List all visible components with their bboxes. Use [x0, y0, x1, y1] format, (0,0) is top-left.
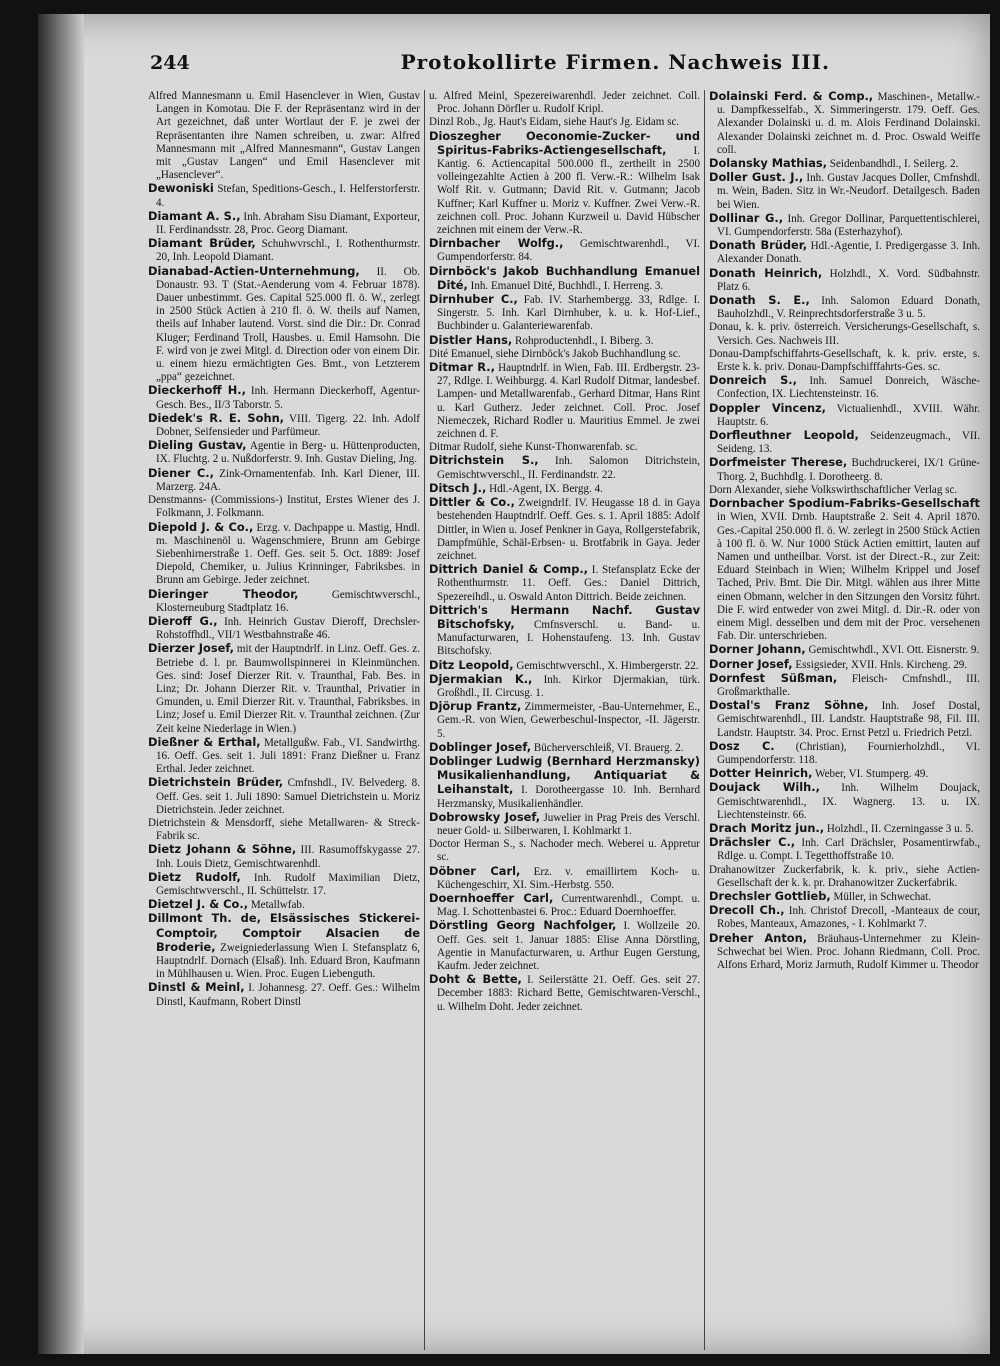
entry-details: Dité Emanuel, siehe Dirnböck's Jakob Buchhandlung sc. [429, 347, 681, 360]
page-number: 244 [150, 52, 190, 74]
firm-name: Diamant Brüder, [148, 236, 256, 251]
directory-entry [709, 767, 980, 781]
firm-name: Ditmar R., [429, 360, 495, 375]
firm-name: Dierzer Josef, [148, 641, 234, 656]
entry-details: I. Seilerstätte 21. Oeff. Ges. seit 27. December 1883: Richard Bette, Gemischtwaren-Verschl., u. Wilhelm Doht. Jeder zeichnet. [437, 974, 700, 1013]
directory-entry [429, 700, 700, 741]
entry-details: Rohproductenhdl., I. Biberg. 3. [515, 334, 654, 347]
firm-name: Drächsler C., [709, 835, 796, 850]
firm-name: Dietz Johann & Söhne, [148, 842, 297, 857]
directory-entry [709, 864, 980, 890]
firm-name: Dolansky Mathias, [709, 156, 827, 171]
entry-details: Inh. Kirkor Djermakian, türk. Großhdl., II. Circusg. 1. [437, 673, 700, 699]
firm-name: Dosz C. [709, 738, 775, 753]
firm-name: Dieroff G., [148, 613, 218, 628]
firm-name: Dieckerhoff H., [148, 383, 246, 398]
entry-details: Inh. Abraham Sisu Diamant, Exporteur, II. Ferdinandsstr. 28, Proc. Georg Diamant. [156, 210, 420, 237]
directory-entry [429, 361, 700, 441]
entry-details: Gemischtwverschl., X. Himbergerstr. 22. [516, 659, 699, 672]
firm-name: Dietz Rudolf, [148, 869, 241, 884]
directory-entry [429, 659, 700, 673]
directory-entry [709, 932, 980, 973]
firm-name: Dieringer Theodor, [148, 586, 299, 601]
entry-details: Gemischtwverschl., Klosterneuburg Stadtplatz 16. [156, 588, 420, 614]
entry-details: Juwelier in Prag Preis des Verschl. neuer Gold- u. Silberwaren, I. Kohlmarkt 1. [437, 811, 701, 837]
entry-details: Seidenbandhdl., I. Seilerg. 2. [829, 158, 959, 171]
text-columns [144, 90, 986, 1350]
entry-details: Buchdruckerei, IX/1 Grüne-Thorg. 2, Buchhdlg. I. Dorotheerg. 8. [717, 457, 981, 483]
firm-name: Doht & Bette, [429, 972, 522, 987]
firm-name: Dirnhuber C., [429, 292, 518, 307]
entry-details: III. Rasumoffskygasse 27. Inh. Louis Dietz, Gemischtwarenhdl. [156, 844, 421, 870]
book-binding-edge [38, 14, 84, 1354]
page-header [150, 50, 980, 84]
directory-entry [148, 412, 420, 439]
entry-details: Hauptndrlf. in Wien, Fab. III. Erdbergstr. 23-27, Rdlge. I. Weihburgg. 4. Karl Rudolf Ditmar, landesbef. Lampen- und Metallwarenfab., Gerhard Ditmar, Hans Rint u. Karl Gutherz. Jeder zeichnet. Coll. Proc. Josef Niemeczek, Richard Rodler u. Mauritius Emmel. Je zwei zeichnen d. F. [437, 362, 700, 441]
entry-details: Cmfnshdl., IV. Belvederg. 8. Oeff. Ges. seit 1. Juli 1890: Samuel Dietrichstein u. Moriz Dietrichstein. Jeder zeichnet. [156, 777, 421, 816]
directory-entry [148, 90, 420, 182]
directory-entry [148, 494, 420, 520]
entry-details: mit der Hauptndrlf. in Linz. Oeff. Ges. z. Betriebe d. l. pr. Baumwollspinnerei in Kleinmünchen. Ges. sind: Josef Dierzer Rit. v. Traunthal, Fab. Bes. in Linz; Dr. Johann Dierzer Rit. v. Traunthal, Privatier in Gmunden, u. Emil Dierzer Rit. v. Traunthal, Fabriksbes. in Linz; Josef u. Emil Dierzer Rit. v. Traunthal zeichnen. (Zur Zeit keine Niederlage in Wien.) [156, 643, 420, 735]
firm-name: Drach Moritz jun., [709, 820, 825, 835]
entry-details: I. Kantig. 6. Actiencapital 500.000 fl., zertheilt in 2500 volleingezahlte Actien à 200 fl. Verw.-R.: Wilhelm Isak Wolf Rit. v. Gutmann; David Rit. v. Gutmann; Jacob Kuffner; Karl Kuffner u. Moriz v. Kuffner. Zwei Verw.-R. zeichnen coll. Proc. Johann Kurzweil u. David Hübscher zeichnen mit einem der Verw.-R. [437, 144, 700, 237]
entry-details: Dietrichstein & Mensdorff, siehe Metallwaren- & Streck-Fabrik sc. [148, 816, 420, 843]
firm-name: Doblinger Josef, [429, 739, 532, 754]
firm-name: Dittrich's Hermann Nachf. Gustav Bitschofsky, [429, 602, 700, 631]
directory-entry [709, 374, 980, 401]
entry-details: Donau-Dampfschiffahrts-Gesellschaft, k. k. priv. erste, s. Erste k. k. priv. Donau-Dampfschifffahrts-Ges. sc. [709, 347, 980, 374]
directory-entry [429, 496, 700, 563]
directory-entry [148, 182, 420, 209]
directory-entry [148, 521, 420, 588]
entry-details: Donau, k. k. priv. österreich. Versicherungs-Gesellschaft, s. Versich. Ges. Nachweis III. [709, 321, 980, 347]
entry-details: Victualienhdl., XVIII. Währ. Hauptstr. 6. [717, 402, 980, 428]
entry-details: Schuhwvrschl., I. Rothenthurmstr. 20, Inh. Leopold Diamant. [156, 238, 420, 264]
entry-details: Zweigndrlf. IV. Heugasse 18 d. in Gaya bestehenden Hauptndrlf. Oeff. Ges. s. 1. April 1885: Adolf Dittler, in Wien u. Josef Penkner in Gaya, Rollgerstefabrik, Dampfmühle, Schäl-Erbsen- u. Brotfabrik in Gaya. Jeder zeichnet. [437, 497, 700, 562]
firm-name: Ditrichstein S., [429, 453, 539, 468]
firm-name: Donath S. E., [709, 293, 810, 308]
firm-name: Doernhoeffer Carl, [429, 890, 554, 905]
entry-details: Holzhdl., II. Czerningasse 3 u. 5. [826, 822, 974, 835]
firm-name: Dittler & Co., [429, 495, 515, 510]
entry-details: Inh. Emanuel Dité, Buchhdl., I. Herreng. 3. [470, 279, 664, 292]
entry-details: Hdl.-Agentie, I. Predigergasse 3. Inh. Alexander Donath. [717, 240, 980, 266]
firm-name: Diepold J. & Co., [148, 519, 254, 534]
column-middle [424, 90, 704, 1350]
entry-details: u. Alfred Meinl, Spezereiwarenhdl. Jeder zeichnet. Coll. Proc. Johann Dörfler u. Rudolf Kripl. [429, 90, 700, 116]
firm-name: Dorner Johann, [709, 642, 806, 657]
entry-details: Zink-Ornamentenfab. Inh. Karl Diener, III. Marzerg. 24A. [156, 467, 420, 493]
directory-entry [709, 90, 980, 157]
entry-details: I. Wollzeile 20. Oeff. Ges. seit 1. Januar 1885: Elise Anna Dörstling, Agentie in Manufacturwaren, u. Arthur Eugen Gerstung, Kaufm. Jeder zeichnet. [437, 920, 700, 972]
entry-details: Inh. Gustav Jacques Doller, Cmfnshdl. m. Wein, Baden. Sitz in Wr.-Neudorf. Detailgesch. Baden bei Wien. [717, 172, 980, 211]
firm-name: Donreich S., [709, 373, 797, 388]
entry-details: Inh. Christof Drecoll, -Manteaux de cour, Robes, Manteaux, Amazones, - I. Kohlmarkt 7. [717, 905, 980, 931]
entry-details: Dorn Alexander, siehe Volkswirthschaftlicher Verlag sc. [709, 483, 958, 496]
directory-entry [148, 642, 420, 735]
directory-entry [148, 843, 420, 870]
entry-details: Gemischtwarenhdl., VI. Gumpendorferstr. 84. [437, 238, 700, 264]
entry-details: Dinzl Rob., Jg. Haut's Eidam, siehe Haut's Jg. Eidam sc. [429, 116, 680, 129]
directory-entry [709, 822, 980, 836]
directory-entry [429, 482, 700, 496]
firm-name: Diamant A. S., [148, 208, 241, 223]
directory-entry [429, 130, 700, 238]
entry-details: Maschinen-, Metallw.- u. Dampfkesselfab., X. Simmeringerstr. 179. Oeff. Ges. Alexander Dolainski u. d. m. Alois Ferdinand Dolainski. Alexander Dolainski zeichnet m. d. Proc. Oswald Weiffe coll. [717, 91, 980, 156]
directory-entry [709, 904, 980, 931]
firm-name: Dostal's Franz Söhne, [709, 698, 869, 713]
directory-entry [148, 615, 420, 642]
entry-details: Stefan, Speditions-Gesch., I. Helferstorferstr. 4. [156, 183, 420, 209]
directory-entry [429, 865, 700, 892]
directory-entry [148, 817, 420, 843]
firm-name: Döbner Carl, [429, 863, 521, 878]
firm-name: Dotter Heinrich, [709, 766, 813, 781]
firm-name: Dirnbacher Wolfg., [429, 236, 564, 251]
directory-entry [148, 265, 420, 385]
entry-details: VIII. Tigerg. 22. Inh. Adolf Dobner, Seifensieder und Parfümeur. [156, 412, 420, 439]
entry-details: Bräuhaus-Unternehmer zu Klein-Schwechat bei Wien. Proc. Johann Riedmann, Coll. Proc. Alfons Erhard, Moriz Jarmuth, Rudolf Kimmer u. Theodor [717, 932, 980, 971]
entry-details: Drahanowitzer Zuckerfabrik, k. k. priv., siehe Actien-Gesellschaft der k. k. pr. Drahanowitzer Zuckerfabrik. [709, 863, 980, 889]
firm-name: Drecoll Ch., [709, 903, 785, 918]
entry-details: Inh. Josef Dostal, Gemischtwarenhdl., III. Landstr. Hauptstraße 98, Fil. III. Landstr. Hauptstr. 34. Proc. Ernst Petzl u. Friedrich Petzl. [717, 700, 980, 739]
firm-name: Distler Hans, [429, 332, 513, 347]
firm-name: Dinstl & Meinl, [148, 980, 245, 995]
firm-name: Doppler Vincenz, [709, 400, 827, 415]
entry-details: I. Dorotheergasse 10. Inh. Bernhard Herzmansky, Musikalienhändler. [437, 784, 700, 810]
firm-name: Dieling Gustav, [148, 438, 247, 453]
entry-details: Doctor Herman S., s. Nachoder mech. Weberei u. Appretur sc. [429, 838, 700, 864]
entry-details: Inh. Samuel Donreich, Wäsche-Confection, IX. Liechtensteinstr. 16. [717, 375, 980, 401]
directory-entry [429, 892, 700, 919]
entry-details: Alfred Mannesmann u. Emil Hasenclever in Wien, Gustav Langen in Komotau. Die F. der Repräsentanz wird in der Art gezeichnet, daß unter Wortlaut der F. je zwei der Repräsentanten ihre Namen schreiben, u. zwar: Alfred Mannesmann mit „Alfred Mannesmann“, Gustav Langen mit „Gustav Langen“ und Emil Hasenclever mit „Hasenclever“. [148, 90, 420, 182]
firm-name: Dewoniski [148, 181, 214, 196]
entry-details: (Christian), Fournierholzhdl., VI. Gumpendorferstr. 118. [717, 740, 980, 766]
directory-entry [709, 672, 980, 699]
directory-entry [429, 604, 700, 659]
column-left [144, 90, 424, 1350]
directory-entry [148, 898, 420, 912]
directory-entry [709, 321, 980, 347]
directory-entry [148, 912, 420, 981]
firm-name: Dillmont Th. de, Elsässisches Stickerei-Comptoir, Comptoir Alsacien de Broderie, [148, 911, 420, 954]
firm-name: Ditz Leopold, [429, 657, 514, 672]
firm-name: Doujack Wilh., [709, 780, 820, 795]
firm-name: Dornfest Süßman, [709, 670, 838, 685]
directory-entry [709, 890, 980, 904]
firm-name: Dittrich Daniel & Comp., [429, 562, 589, 577]
firm-name: Dioszegher Oeconomie-Zucker- und Spiritus-Fabriks-Actiengesellschaft, [429, 128, 700, 157]
entry-details: Inh. Heinrich Gustav Dieroff, Drechsler- Rohstoffhdl., VII/1 Westbahnstraße 46. [156, 615, 420, 642]
entry-details: Inh. Rudolf Maximilian Dietz, Gemischtwverschl., II. Schüttelstr. 17. [156, 871, 420, 897]
entry-details: Inh. Wilhelm Doujack, Gemischtwarenhdl., IX. Wagnerg. 13. u. IX. Liechtensteinstr. 66. [717, 782, 980, 821]
entry-details: I. Stefansplatz Ecke der Rothenthurmstr. 11. Oeff. Ges.: Daniel Dittrich, Spezereihdl., u. Oswald Anton Dittrich. Beide zeichnen. [437, 564, 701, 603]
entry-details: Currentwarenhdl., Compt. u. Mag. I. Schottenbastei 6. Proc.: Eduard Doernhoeffer. [437, 892, 700, 919]
directory-entry [709, 497, 980, 643]
directory-entry [148, 384, 420, 411]
directory-entry [709, 294, 980, 321]
directory-entry [148, 871, 420, 898]
entry-details: Weber, VI. Stumperg. 49. [815, 768, 929, 781]
firm-name: Dorfmeister Therese, [709, 455, 848, 470]
entry-details: Cmfnsverschl. u. Band- u. Manufacturwaren, I. Hohenstaufeng. 13. Inh. Gustav Bitschofsky. [437, 618, 700, 658]
firm-name: Dianabad-Actien-Unternehmung, [148, 263, 360, 278]
directory-entry [429, 838, 700, 864]
directory-entry [429, 919, 700, 973]
directory-entry [709, 429, 980, 456]
directory-entry [709, 456, 980, 483]
directory-entry [429, 265, 700, 293]
directory-page [38, 14, 990, 1354]
directory-entry [429, 563, 700, 604]
firm-name: Diedek's R. E. Sohn, [148, 410, 285, 425]
directory-entry [709, 239, 980, 266]
column-right [704, 90, 984, 1350]
firm-name: Dollinar G., [709, 210, 784, 225]
directory-entry [429, 973, 700, 1014]
directory-entry [429, 293, 700, 334]
directory-entry [709, 699, 980, 740]
directory-entry [709, 157, 980, 171]
entry-details: Inh. Carl Drächsler, Posamentirwfab., Rdlge. u. Compt. I. Tegetthoffstraße 10. [717, 837, 980, 863]
firm-name: Dornbacher Spodium-Fabriks-Gesellschaft [709, 496, 980, 511]
directory-entry [429, 334, 700, 348]
entry-details: Gemischtwhdl., XVI. Ott. Eisnerstr. 9. [808, 644, 980, 657]
directory-entry [709, 267, 980, 294]
directory-entry [148, 736, 420, 777]
directory-entry [148, 588, 420, 615]
directory-entry [148, 981, 420, 1008]
entry-details: Metallwfab. [250, 899, 305, 912]
directory-entry [709, 781, 980, 822]
firm-name: Dietzel J. & Co., [148, 897, 249, 912]
directory-entry [709, 402, 980, 429]
entry-details: Inh. Salomon Eduard Donath, Bauholzhdl., V. Reinprechtsdorferstraße 3 u. 5. [717, 295, 980, 321]
entry-details: Zweigniederlassung Wien I. Stefansplatz 6, Hauptndrlf. Dornach (Elsaß). Inh. Eduard Bron, Kaufmann in Mühlhausen u. Wien. Proc. Eugen Liebenguth. [156, 941, 420, 981]
firm-name: Djermakian K., [429, 671, 533, 686]
entry-details: Inh. Gregor Dollinar, Parquettentischlerei, VI. Gumpendorferstr. 58a (Esterhazyhof). [717, 212, 980, 239]
directory-entry [429, 741, 700, 755]
entry-details: I. Johannesg. 27. Oeff. Ges.: Wilhelm Dinstl, Kaufmann, Robert Dinstl [156, 982, 420, 1008]
directory-entry [148, 467, 420, 494]
entry-details: Erz. v. emaillirtem Koch- u. Küchengeschirr, XI. Sim.-Herbstg. 550. [437, 865, 700, 891]
directory-entry [429, 454, 700, 481]
firm-name: Dießner & Erthal, [148, 734, 261, 749]
firm-name: Dobrowsky Josef, [429, 809, 541, 824]
directory-entry [429, 811, 700, 838]
entry-details: Agentie in Berg- u. Hüttenproducten, IX. Fluchtg. 2 u. Nußdorferstr. 9. Inh. Gustav Dieling, Jng. [156, 440, 420, 466]
entry-details: Essigsieder, XVII. Hnls. Kircheng. 29. [795, 658, 968, 671]
entry-details: Zimmermeister, -Bau-Unternehmer, E., Gem.-R. von Wien, Gewerbeschul-Inspector, -II. Jägerstr. 5. [437, 701, 701, 740]
firm-name: Dorner Josef, [709, 656, 793, 671]
directory-entry [709, 643, 980, 657]
firm-name: Doller Gust. J., [709, 170, 804, 185]
firm-name: Dietrichstein Brüder, [148, 775, 284, 790]
directory-entry [148, 237, 420, 264]
firm-name: Drechsler Gottlieb, [709, 888, 831, 903]
firm-name: Dorfleuthner Leopold, [709, 428, 859, 443]
directory-entry [709, 658, 980, 672]
entry-details: Inh. Hermann Dieckerhoff, Agentur-Gesch. Bes., II/3 Taborstr. 5. [156, 385, 420, 411]
entry-details: in Wien, XVII. Drnb. Hauptstraße 2. Seit 4. April 1870. Ges.-Capital 250.000 fl. ö. W. zerlegt in 2500 Stück Actien à 100 fl. ö. W. Nur 1000 Stück Actien emittirt, lauten auf Namen und untheilbar. Vorst. ist der Direct.-R., zur Zeit: Eduard Steinbach in Wien; Wilhelm Krippel und Josef Tached, Priv. Bmt. Die Dir. Mitgl. wählen aus ihrer Mitte einen Obmann, welcher in den Sitzungen den Vorsitz führt. Die F. wird entweder von zwei Mitgl. d. Dir.-R. oder von einem Migl. desselben und dem mit der Proc. versehenen Fab. Dir. unterschrieben. [717, 511, 980, 643]
firm-name: Dirnböck's Jakob Buchhandlung Emanuel Dité, [429, 263, 700, 292]
entry-details: Bücherverschleiß, VI. Brauerg. 2. [533, 741, 684, 754]
entry-details: Erzg. v. Dachpappe u. Mastig, Hndl. m. Maschinenöl u. Wagenschmiere, Brunn am Gebirge Siebenhirnerstraße 1. Oeff. Ges. seit 5. Oct. 1889: Josef Diepold, Chemiker, u. Julius Krinninger, Fabriksbes. in Brunn am Gebirge. Jeder zeichnet. [156, 521, 420, 587]
directory-entry [429, 90, 700, 116]
entry-details: Hdl.-Agent, IX. Bergg. 4. [489, 482, 603, 495]
directory-entry [709, 740, 980, 767]
entry-details: Metallgußw. Fab., VI. Sandwirthg. 16. Oeff. Ges. seit 1. Juli 1891: Franz Dießner u. Franz Erthal. Jeder zeichnet. [156, 736, 420, 776]
directory-entry [429, 237, 700, 264]
entry-details: Holzhdl., X. Vord. Südbahnstr. Platz 6. [717, 267, 981, 293]
directory-entry [429, 673, 700, 700]
firm-name: Dörstling Georg Nachfolger, [429, 918, 617, 933]
firm-name: Donath Heinrich, [709, 265, 823, 280]
entry-details: Denstmanns- (Commissions-) Institut, Erstes Wiener des J. Folkmann, J. Folkmann. [148, 494, 420, 520]
entry-details: Ditmar Rudolf, siehe Kunst-Thonwarenfab. sc. [429, 441, 638, 454]
directory-entry [709, 836, 980, 863]
directory-entry [148, 210, 420, 237]
entry-details: Inh. Salomon Ditrichstein, Gemischtwverschl., II. Ferdinandstr. 22. [437, 455, 700, 481]
directory-entry [709, 348, 980, 374]
firm-name: Djörup Frantz, [429, 699, 522, 714]
entry-details: Fleisch- Cmfnshdl., III. Großmarkthalle. [717, 672, 980, 698]
entry-details: Müller, in Schwechat. [833, 890, 932, 903]
running-title: Protokollirte Firmen. Nachweis III. [400, 50, 830, 74]
entry-details: Fab. IV. Starhembergg. 33, Rdlge. I. Singerstr. 5. Inh. Karl Dirnhuber, k. u. k. Hof-Lief., Buchbinder u. Galanteriewarenfab. [437, 294, 700, 333]
directory-entry [709, 171, 980, 212]
firm-name: Donath Brüder, [709, 238, 808, 253]
firm-name: Dolainski Ferd. & Comp., [709, 90, 874, 103]
directory-entry [709, 212, 980, 239]
entry-details: II. Ob. Donaustr. 93. T (Stat.-Aenderung vom 4. Februar 1878). Dauer unbestimmt. Ges. Capital 525.000 fl. ö. W., zerlegt in 2500 Stück Actien à 210 fl. ö. W. theils auf Namen, theils auf Inhaber lautend. Vorst. sind die Dir.: Dr. Conrad Kluger; Ferdinand Troll, Hausbes. u. Emil Hamsohn. Die F. wird von je zwei Mitgl. d. Direction oder von einem Dir. u. einem hiezu ermächtigten Ges. Bmt., von Letzterem „ppa“ gezeichnet. [156, 265, 420, 384]
firm-name: Doblinger Ludwig (Bernhard Herzmansky) Musikalienhandlung, Antiquariat & Leihanstalt, [429, 753, 700, 797]
directory-entry [148, 439, 420, 466]
directory-entry [429, 755, 700, 811]
firm-name: Dreher Anton, [709, 930, 808, 945]
firm-name: Ditsch J., [429, 480, 487, 495]
entry-details: Seidenzeugmach., VII. Seideng. 13. [717, 430, 981, 456]
firm-name: Diener C., [148, 465, 214, 480]
directory-entry [148, 776, 420, 817]
